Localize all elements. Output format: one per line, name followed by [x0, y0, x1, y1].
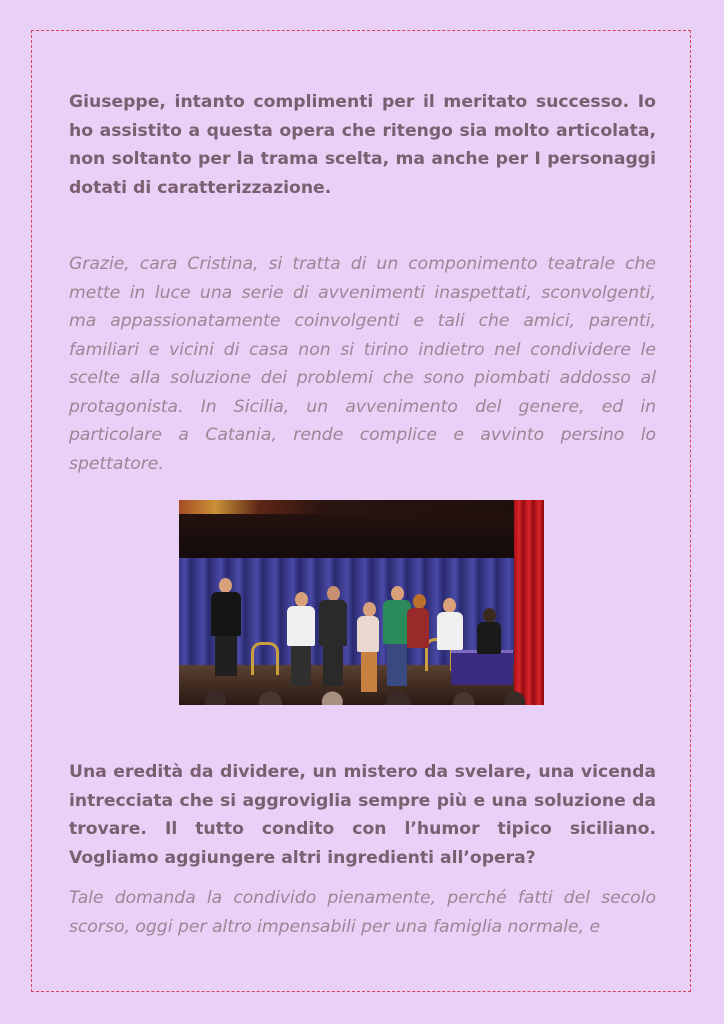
stage-table	[451, 650, 513, 685]
stage-lights	[179, 500, 544, 514]
theater-stage-photo	[179, 500, 544, 705]
interview-answer-2: Tale domanda la condivido pienamente, perché fatti del secolo scorso, oggi per altro impensabili per una famiglia normale, e	[69, 888, 656, 937]
interview-question-1: Giuseppe, intanto complimenti per il meritato successo. Io ho assistito a questa opera che ritengo sia molto articolata, non soltanto per la trama scelta, ma anche per I personaggi dotati di caratterizzazione.	[69, 92, 656, 198]
stage-chair	[251, 642, 279, 675]
interview-answer-1: Grazie, cara Cristina, si tratta di un componimento teatrale che mette in luce una serie di avvenimenti inaspettati, sconvolgenti, ma appassionatamente coinvolgenti e tali che amici, parenti, familiari e vicini di casa non si tirino indietro nel condividere le scelte alla soluzione dei problemi che sono piombati addosso al protagonista. In Sicilia, un avvenimento del genere, ed in particolare a Catania, rende complice e avvinto persino lo spettatore.	[69, 254, 656, 474]
interview-question-2: Una eredità da dividere, un mistero da svelare, una vicenda intrecciata che si aggroviglia sempre più e una soluzione da trovare. Il tutto condito con l’humor tipico siciliano. Vogliamo aggiungere altri ingredienti all’opera?	[69, 762, 656, 868]
audience-silhouettes	[179, 685, 544, 705]
red-side-curtain	[514, 500, 544, 705]
